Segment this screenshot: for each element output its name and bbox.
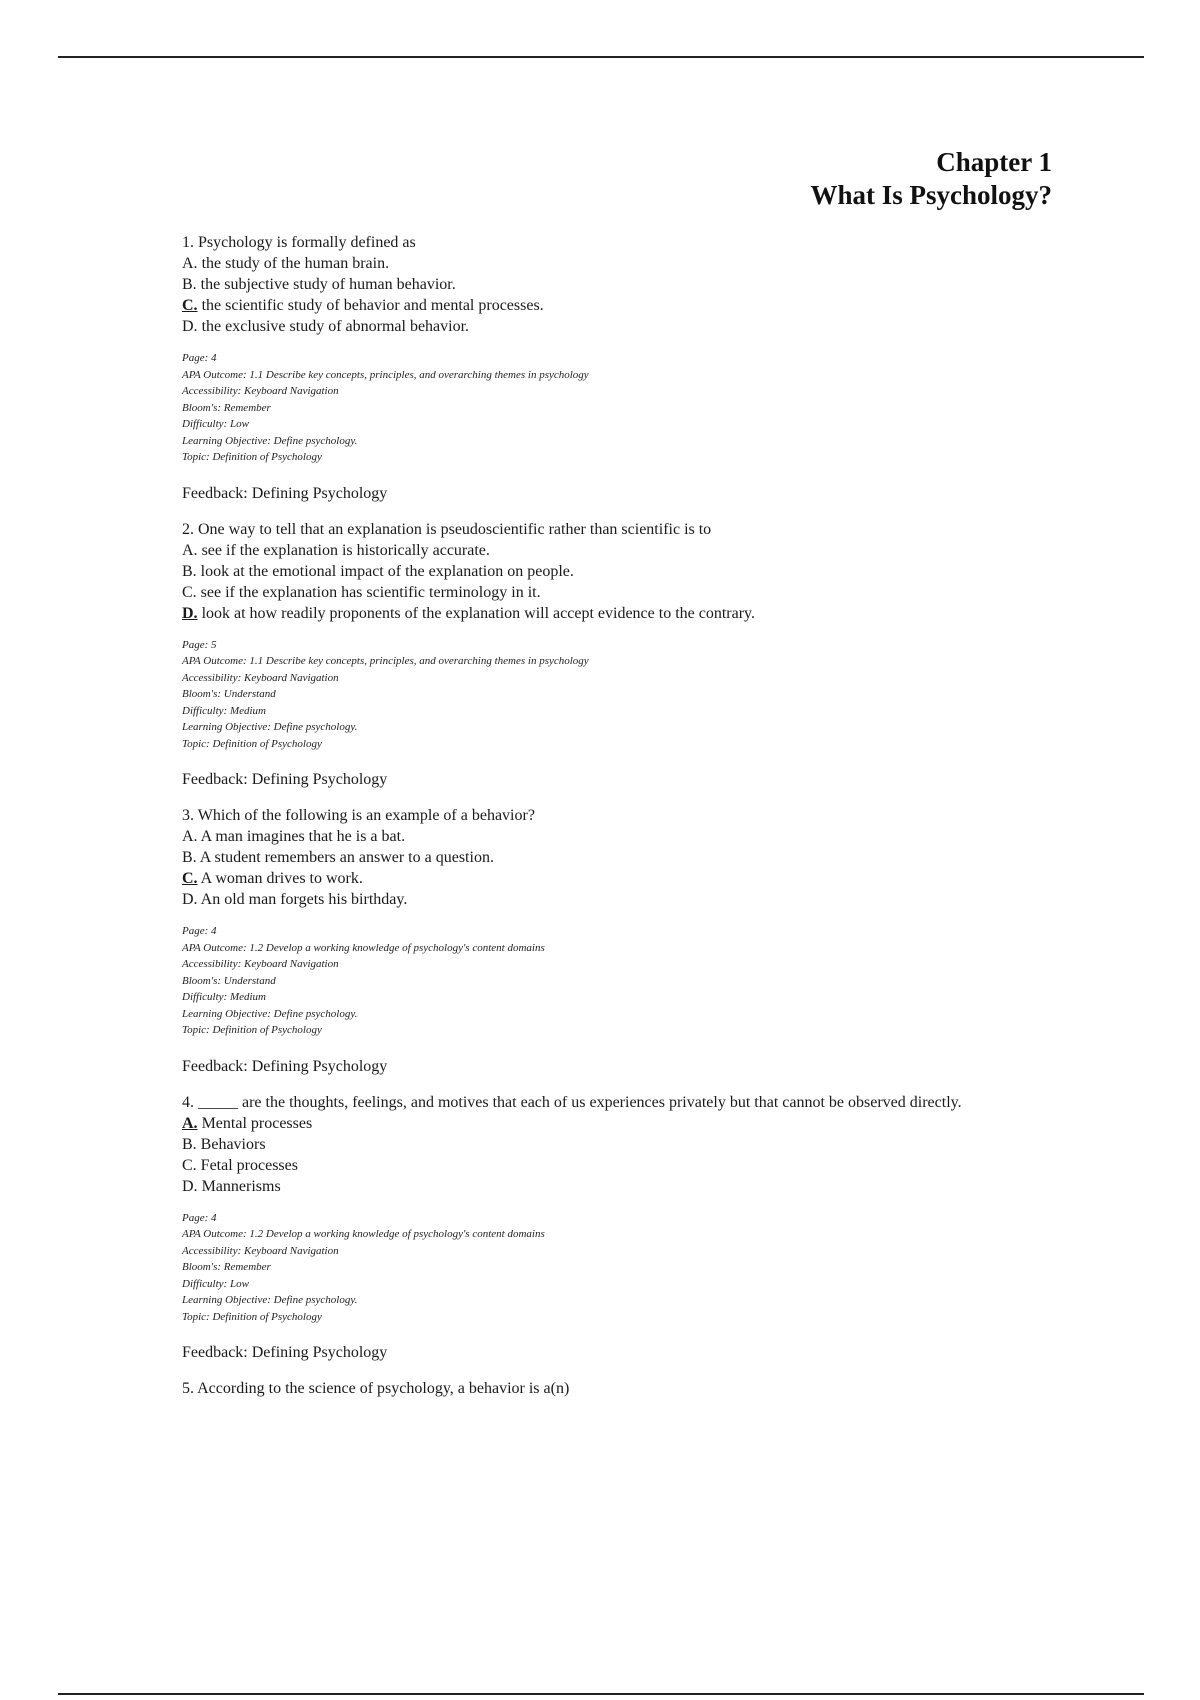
option-text: Fetal processes: [196, 1156, 298, 1174]
meta-topic: Topic: Definition of Psychology: [182, 1024, 322, 1036]
meta-page: Page: 4: [182, 1211, 217, 1224]
question-stem: 5. According to the science of psychology, a behavior is a(n): [182, 1380, 570, 1397]
meta-learning-objective: Learning Objective: Define psychology.: [182, 1007, 358, 1020]
meta-blooms: Bloom's: Remember: [182, 1261, 271, 1273]
feedback: Feedback: Defining Psychology: [182, 1344, 388, 1361]
option-text: the subjective study of human behavior.: [196, 276, 456, 293]
option-text: Mental processes: [197, 1114, 313, 1132]
question-list: [182, 232, 1042, 1399]
option-d: [182, 1176, 1042, 1197]
meta-accessibility: Accessibility: Keyboard Navigation: [182, 385, 339, 397]
option-c: [182, 295, 1042, 316]
option-d: [182, 316, 1042, 337]
option-a: [182, 826, 1042, 847]
correct-answer-letter: C.: [182, 870, 198, 887]
meta-page: Page: 4: [182, 925, 217, 937]
correct-answer-letter: A.: [182, 1114, 198, 1132]
question-metadata: [182, 923, 1042, 1039]
option-text: Behaviors: [196, 1135, 266, 1153]
option-letter: C.: [182, 583, 197, 601]
question-3: [182, 805, 1042, 1092]
meta-difficulty: Difficulty: Low: [182, 418, 249, 430]
question-metadata: [182, 350, 1042, 466]
option-text: the scientific study of behavior and mental processes.: [197, 297, 544, 314]
question-stem: 1. Psychology is formally defined as: [182, 234, 416, 251]
correct-answer-letter: C.: [182, 297, 198, 314]
option-c: [182, 868, 1042, 889]
question-4: [182, 1092, 1042, 1379]
meta-accessibility: Accessibility: Keyboard Navigation: [182, 958, 339, 970]
chapter-number: Chapter 1: [936, 147, 1052, 177]
meta-blooms: Bloom's: Understand: [182, 688, 276, 700]
option-a: [182, 540, 1042, 561]
feedback: Feedback: Defining Psychology: [182, 484, 388, 502]
option-b: [182, 561, 1042, 582]
question-stem: 2. One way to tell that an explanation is pseudoscientific rather than scientific is to: [182, 520, 712, 538]
meta-difficulty: Difficulty: Medium: [182, 704, 267, 717]
option-b: [182, 274, 1042, 295]
question-stem: 3. Which of the following is an example of a behavior?: [182, 807, 535, 824]
option-text: look at how readily proponents of the explanation will accept evidence to the contrary.: [197, 604, 755, 622]
question-stem: 4. _____ are the thoughts, feelings, and motives that each of us experiences privately but that cannot be observed directly.: [182, 1093, 962, 1111]
meta-apa-outcome: APA Outcome: 1.2 Develop a working knowledge of psychology's content domains: [182, 941, 545, 954]
question-2: [182, 519, 1042, 806]
bottom-rule: [58, 1693, 1144, 1695]
option-a: [182, 253, 1042, 274]
meta-topic: Topic: Definition of Psychology: [182, 1310, 322, 1323]
option-letter: C.: [182, 1156, 197, 1174]
option-text: A man imagines that he is a bat.: [197, 828, 406, 845]
option-letter: B.: [182, 849, 197, 866]
question-metadata: [182, 637, 1042, 753]
meta-apa-outcome: APA Outcome: 1.2 Develop a working knowledge of psychology's content domains: [182, 1228, 545, 1240]
meta-blooms: Bloom's: Remember: [182, 401, 271, 414]
meta-difficulty: Difficulty: Medium: [182, 991, 267, 1003]
option-b: [182, 847, 1042, 868]
meta-blooms: Bloom's: Understand: [182, 974, 276, 987]
meta-difficulty: Difficulty: Low: [182, 1277, 249, 1290]
option-text: Mannerisms: [197, 1177, 281, 1195]
option-letter: A.: [182, 828, 198, 845]
meta-accessibility: Accessibility: Keyboard Navigation: [182, 671, 339, 684]
option-letter: B.: [182, 276, 197, 293]
meta-topic: Topic: Definition of Psychology: [182, 451, 322, 463]
meta-apa-outcome: APA Outcome: 1.1 Describe key concepts, principles, and overarching themes in psychology: [182, 368, 589, 381]
feedback: Feedback: Defining Psychology: [182, 771, 388, 788]
option-text: A student remembers an answer to a question.: [196, 849, 494, 866]
option-c: [182, 1155, 1042, 1176]
meta-page: Page: 5: [182, 638, 217, 651]
meta-learning-objective: Learning Objective: Define psychology.: [182, 1294, 358, 1306]
meta-learning-objective: Learning Objective: Define psychology.: [182, 434, 358, 447]
meta-learning-objective: Learning Objective: Define psychology.: [182, 721, 358, 733]
meta-accessibility: Accessibility: Keyboard Navigation: [182, 1244, 339, 1257]
question-1: [182, 232, 1042, 519]
option-letter: A.: [182, 541, 198, 559]
top-rule: [58, 56, 1144, 58]
meta-apa-outcome: APA Outcome: 1.1 Describe key concepts, principles, and overarching themes in psychology: [182, 655, 589, 667]
option-text: see if the explanation is historically accurate.: [197, 541, 490, 559]
option-b: [182, 1134, 1042, 1155]
meta-page: Page: 4: [182, 352, 217, 364]
option-letter: A.: [182, 255, 198, 272]
feedback: Feedback: Defining Psychology: [182, 1057, 388, 1075]
option-a: [182, 1113, 1042, 1134]
meta-topic: Topic: Definition of Psychology: [182, 737, 322, 750]
option-d: [182, 603, 1042, 624]
option-text: the study of the human brain.: [197, 255, 390, 272]
option-letter: D.: [182, 318, 198, 335]
option-text: A woman drives to work.: [197, 870, 363, 887]
option-text: An old man forgets his birthday.: [197, 891, 408, 908]
option-letter: D.: [182, 1177, 198, 1195]
chapter-heading: [810, 146, 1052, 212]
option-text: look at the emotional impact of the explanation on people.: [196, 562, 574, 580]
question-5: [182, 1378, 1042, 1399]
option-text: the exclusive study of abnormal behavior.: [197, 318, 470, 335]
correct-answer-letter: D.: [182, 604, 198, 622]
option-letter: B.: [182, 1135, 197, 1153]
chapter-title: What Is Psychology?: [810, 180, 1052, 210]
option-letter: D.: [182, 891, 198, 908]
question-metadata: [182, 1210, 1042, 1326]
option-c: [182, 582, 1042, 603]
option-text: see if the explanation has scientific terminology in it.: [196, 583, 541, 601]
option-letter: B.: [182, 562, 197, 580]
option-d: [182, 889, 1042, 910]
